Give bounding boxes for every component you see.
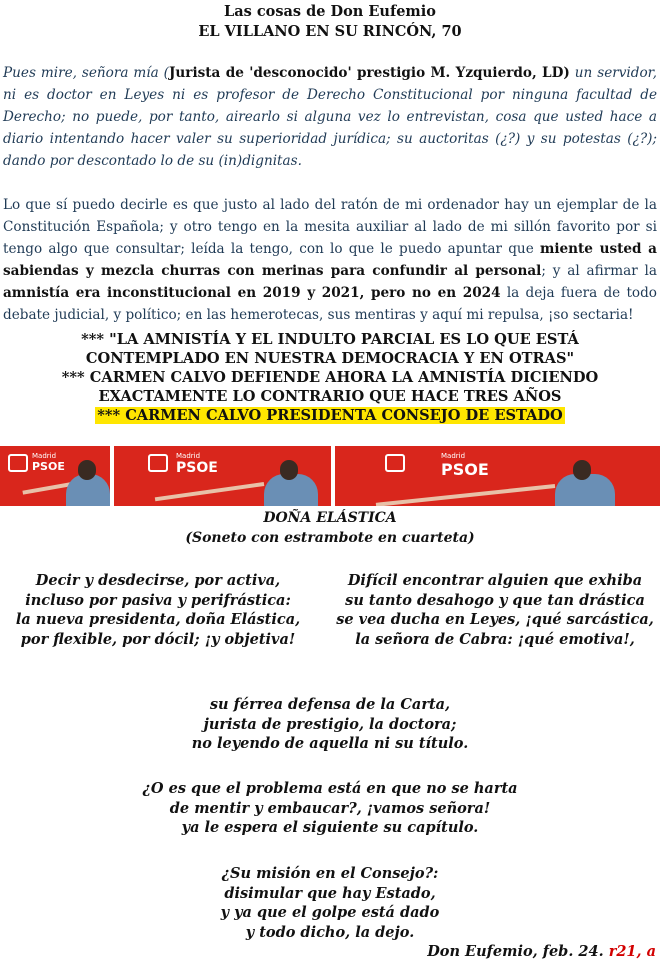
verse: se vea ducha en Leyes, ¡qué sarcástica, bbox=[336, 611, 654, 628]
jurist-reference: Jurista de 'desconocido' prestigio M. Yzquierdo, LD) bbox=[168, 65, 570, 81]
second-text-1: Lo que sí puedo decirle es que justo al lado del ratón de mi ordenador hay un ejemplar de la Constitución Española; y otro tengo en la mesita auxiliar al lado de mi sillón favorito por si tengo algo que consultar; leída la tengo, con lo que le puedo apuntar que bbox=[3, 197, 657, 257]
verse: su tanto desahogo y que tan drástica bbox=[345, 591, 645, 609]
intro-text-2: un servidor, ni es doctor en Leyes ni es profesor de Derecho Constitucional por ninguna facultad de Derecho; no puede, por tanto, airearlo si alguna vez lo entrevistan, cosa que usted hace a diario intentando hacer valer su superioridad jurídica; su auctoritas (¿?) y su potestas (¿?); dando por descontado lo de su (in)dignitas. bbox=[3, 65, 657, 169]
verse: ¿Su misión en el Consejo?: bbox=[221, 865, 439, 882]
signature-reference: r21, a bbox=[608, 943, 656, 960]
photo-strip bbox=[0, 446, 660, 506]
second-bold-2: amnistía era inconstitucional en 2019 y 2021, pero no en 2024 bbox=[3, 285, 501, 301]
verse: la señora de Cabra: ¡qué emotiva!, bbox=[355, 630, 635, 648]
verse: ¿O es que el problema está en que no se harta bbox=[142, 780, 518, 797]
psoe-logo: Madrid PSOE bbox=[176, 452, 218, 476]
psoe-logo: Madrid PSOE bbox=[32, 452, 65, 473]
speaker-head bbox=[573, 460, 591, 480]
document-header bbox=[0, 0, 660, 42]
verse: la nueva presidenta, doña Elástica, bbox=[15, 611, 301, 628]
signature-text: Don Eufemio, feb. 24. bbox=[427, 943, 609, 960]
verse: disimular que hay Estado, bbox=[224, 884, 436, 902]
photo-2 bbox=[114, 446, 331, 506]
poem-title-block bbox=[0, 508, 660, 548]
stanza-3 bbox=[160, 695, 500, 754]
verse: y ya que el golpe está dado bbox=[220, 904, 440, 921]
raised-arm bbox=[155, 482, 264, 501]
photo-1 bbox=[0, 446, 110, 506]
stanza-5 bbox=[180, 864, 480, 942]
speaker-head bbox=[280, 460, 298, 480]
verse: Difícil encontrar alguien que exhiba bbox=[347, 572, 643, 589]
verse: Decir y desdecirse, por activa, bbox=[35, 572, 281, 589]
verse: y todo dicho, la dejo. bbox=[245, 923, 415, 941]
verse: no leyendo de aquella ni su título. bbox=[191, 735, 469, 752]
verse: jurista de prestigio, la doctora; bbox=[203, 715, 457, 733]
intro-text-1: Pues mire, señora mía ( bbox=[3, 65, 169, 81]
headline-1: *** "LA AMNISTÍA Y EL INDULTO PARCIAL ES LO QUE ESTÁ CONTEMPLADO EN NUESTRA DEMOCRACIA Y EN OTRAS" bbox=[81, 331, 579, 367]
second-text-2: ; y al afirmar la bbox=[541, 263, 657, 279]
poem-subtitle: (Soneto con estrambote en cuarteta) bbox=[185, 530, 475, 546]
series-title: Las cosas de Don Eufemio bbox=[224, 3, 436, 20]
raised-arm bbox=[22, 482, 72, 495]
intro-paragraph bbox=[3, 62, 657, 172]
headline-3-highlighted: *** CARMEN CALVO PRESIDENTA CONSEJO DE ESTADO bbox=[97, 407, 563, 424]
verse: su férrea defensa de la Carta, bbox=[209, 696, 451, 713]
psoe-logo: Madrid PSOE bbox=[441, 452, 489, 479]
poem-title: DOÑA ELÁSTICA bbox=[263, 510, 397, 526]
psoe-rose-icon bbox=[385, 454, 405, 472]
headlines-block bbox=[0, 330, 660, 425]
raised-arm bbox=[376, 484, 555, 506]
stanza-4 bbox=[130, 779, 530, 838]
psoe-rose-icon bbox=[8, 454, 28, 472]
signature bbox=[427, 943, 656, 960]
second-paragraph bbox=[3, 194, 657, 326]
column-title: EL VILLANO EN SU RINCÓN, 70 bbox=[198, 23, 462, 40]
psoe-rose-icon bbox=[148, 454, 168, 472]
headline-2: *** CARMEN CALVO DEFIENDE AHORA LA AMNISTÍA DICIENDO EXACTAMENTE LO CONTRARIO QUE HACE TRES AÑOS bbox=[61, 369, 599, 405]
speaker-head bbox=[78, 460, 96, 480]
photo-3 bbox=[335, 446, 660, 506]
verse: ya le espera el siguiente su capítulo. bbox=[181, 819, 479, 836]
verse: de mentir y embaucar?, ¡vamos señora! bbox=[169, 799, 491, 817]
stanza-1 bbox=[8, 571, 308, 649]
stanza-2 bbox=[334, 571, 656, 649]
second-bold-1: miente usted a sabiendas y mezcla churras con merinas para confundir al personal bbox=[3, 241, 657, 279]
second-text-3: la deja fuera de todo debate judicial, y político; en las hemerotecas, sus mentiras y aquí mi repulsa, ¡so sectaria! bbox=[3, 285, 657, 323]
verse: por flexible, por dócil; ¡y objetiva! bbox=[20, 630, 296, 648]
verse: incluso por pasiva y perifrástica: bbox=[25, 591, 291, 609]
